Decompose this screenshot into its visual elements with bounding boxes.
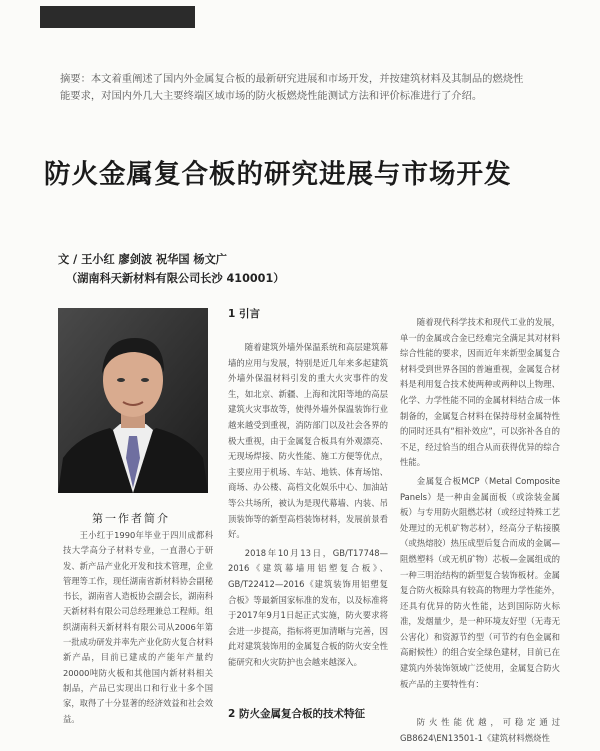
bio-title: 第一作者简介 xyxy=(92,512,170,525)
header-bar xyxy=(40,6,195,28)
section-heading-introduction: 1 引言 xyxy=(228,308,260,320)
section-heading-technical-features: 2 防火金属复合板的技术特征 xyxy=(228,708,365,720)
paragraph: 2018年10月13日，GB/T17748—2016《建筑幕墙用铝塑复合板》、GB/T22412—2016《建筑装饰用铝塑复合板》等最新国家标准的发布，以及标准将于2017年9月1日起正式实施，防火要求将会进一步提高，指标将更加清晰与完善，因此对建筑装饰用的金属复合板的防火安全性能研究和火灾防护也会越来越深入。 xyxy=(228,547,388,667)
authors: 文 / 王小红 廖剑波 祝华国 杨文广 xyxy=(58,253,227,266)
affiliation: （湖南科天新材料有限公司长沙 410001） xyxy=(66,272,285,285)
paragraph: 随着现代科学技术和现代工业的发展，单一的金属或合金已经难完全满足其对材料综合性能的要求，因而近年来新型金属复合材料受到世界各国的普遍重视，金属复合材料是利用复合技术使两种或两种以上物理、化学、力学性能不同的金属材料结合成一体制备的，金属复合材料在保持母材金属特性的同时还具有“相补效应”，可以弥补各自的不足，经过恰当的组合从而获得优异的综合性能。 xyxy=(400,317,560,468)
paragraph: 防火性能优越，可稳定通过GB8624\EN13501-1《建筑材料燃烧性 xyxy=(400,717,560,743)
paragraph: 金属复合板MCP（Metal Composite Panels）是一种由金属面板（或涂装金属板）与专用防火阻燃芯材（或经过特殊工艺处理过的无机矿物芯材），经高分子粘接膜（或热熔胶）热压成型后复合而成的金属—阻燃塑料（或无机矿物）芯板—金属组成的一种三明治结构的新型复合装饰板材。金属复合防火板除具有较高的物理力学性能外，还具有优异的防火性能，达到国际防火标准，发烟量少，是一种环境友好型（无毒无公害化）和资源节约型（可节约有色金属和高耐候性）的组合安全绿色建材，目前已在建筑内外装饰领域广泛使用，金属复合防火板产品的主要特性有： xyxy=(400,475,560,689)
article-title: 防火金属复合板的研究进展与市场开发 xyxy=(44,159,512,190)
author-photo xyxy=(58,308,208,493)
abstract: 摘要：本文着重阐述了国内外金属复合板的最新研究进展和市场开发，并按建筑材料及其制品的燃烧性能要求，对国内外几大主要终端区域市场的防火板燃烧性能测试方法和评价标准进行了介绍。 xyxy=(60,73,524,102)
author-bio: 王小红于1990年毕业于四川成都科技大学高分子材料专业，一直潜心于研发、新产品产业化开发和技术管理，企业管理等工作，现任湖南省新材料协会副秘书长，湖南省人造板协会副会长，湖南科天新材料有限公司总经理兼总工程师。组织湖南科天新材料有限公司从2006年第一批成功研发并率先产业化防火复合材料新产品，目前已建成的产能年产量约20000吨防火板和其他国内新材料相关制品，产品已实现出口和行业十多个国家，取得了十分显著的经济效益和社会效益。 xyxy=(63,530,213,724)
body-column-middle xyxy=(228,340,388,673)
body-column-right xyxy=(400,315,560,743)
paragraph: 随着建筑外墙外保温系统和高层建筑幕墙的应用与发展，特别是近几年来多起建筑外墙外保温材料引发的重大火灾事件的发生，如北京、新疆、上海和沈阳等地的高层建筑火灾事故等，使得外墙外保温装饰行业越来越受到重视，消防部门以及社会各界的极大重视，由于金属复合板具有外观漂亮、无现场焊接、防火性能、施工方便等优点，主要应用于机场、车站、地铁、体育场馆、商场、办公楼、高档文化娱乐中心、加油站等公共场所，被认为是现代幕墙、内装、吊顶装饰等的新型高档装饰材料，发展前景看好。 xyxy=(228,342,388,540)
